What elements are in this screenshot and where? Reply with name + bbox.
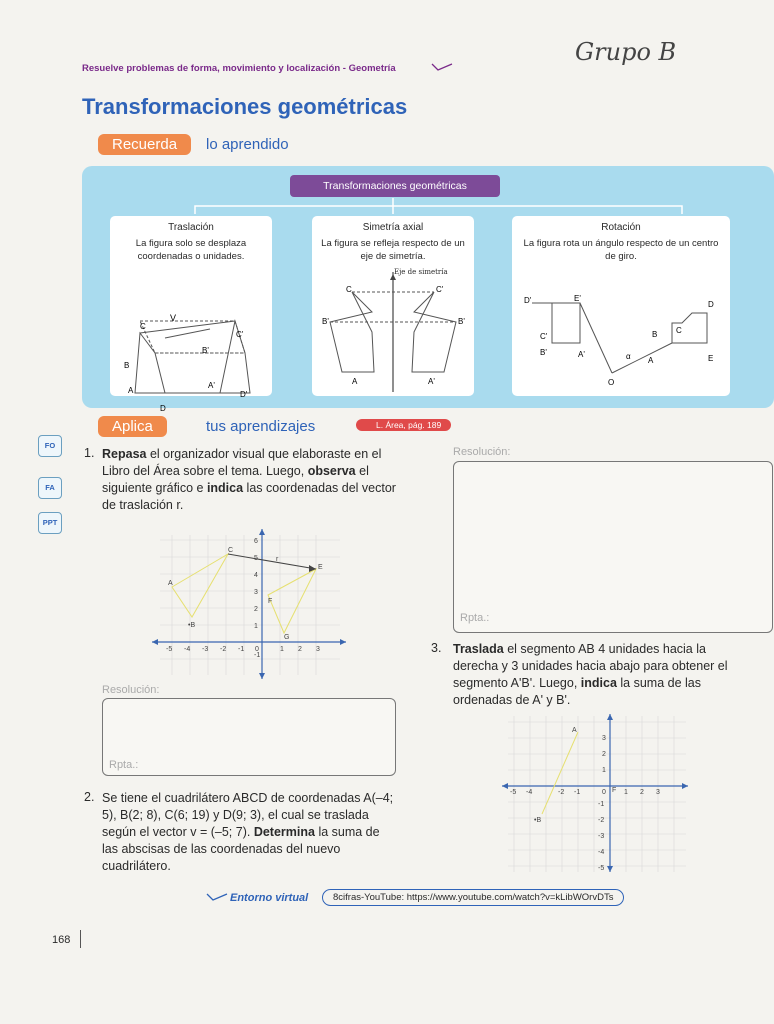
recuerda-subtitle: lo aprendido [206, 136, 289, 153]
q2-text: Se tiene el cuadrilátero ABCD de coordenadas A(–4; 5), B(2; 8), C(6; 19) y D(9; 3), el cual se trasladа según el vector v = (–5; 7). Determina la suma de las abscisas de las coordenadas del nuevo cuadrilátero. [102, 791, 394, 873]
traslacion-diagram [110, 263, 272, 413]
svg-text:A: A [168, 580, 173, 587]
arrow-mark-icon [430, 60, 454, 74]
svg-text:α: α [626, 352, 631, 361]
svg-text:-2: -2 [220, 646, 227, 653]
card-rotacion [512, 216, 730, 396]
q3-number: 3. [431, 641, 442, 655]
svg-text:B: B [652, 330, 658, 339]
aplica-subtitle: tus aprendizajes [206, 418, 316, 435]
svg-text:A: A [352, 377, 358, 386]
vector-v-label: V [170, 313, 177, 323]
svg-text:-3: -3 [202, 646, 209, 653]
svg-text:6: 6 [254, 538, 258, 545]
card-traslacion [110, 216, 272, 413]
handwritten-note: Grupo B [575, 38, 677, 66]
svg-text:-5: -5 [166, 646, 173, 653]
svg-text:C': C' [540, 332, 548, 341]
svg-text:-4: -4 [598, 849, 605, 856]
page-title: Transformaciones geométricas [82, 94, 408, 119]
axis-label: Eje de simetría [394, 268, 448, 276]
card-rotacion-desc: La figura rota un ángulo respecto de un centro de giro. [523, 238, 719, 262]
svg-text:0: 0 [255, 646, 259, 653]
svg-text:r: r [276, 556, 279, 563]
svg-text:B: B [124, 361, 130, 370]
q1-answer-box[interactable] [102, 698, 396, 776]
svg-text:-1: -1 [574, 789, 581, 796]
q2-resolucion-label: Resolución: [453, 446, 511, 458]
svg-text:C: C [346, 285, 352, 294]
card-simetria-title: Simetría axial [362, 222, 424, 233]
youtube-link[interactable]: 8cifras-YouTube: https://www.youtube.com/watch?v=kLibWOrvDTs [322, 889, 624, 906]
svg-text:0: 0 [602, 789, 606, 796]
svg-text:C: C [228, 547, 234, 554]
svg-text:-5: -5 [598, 865, 605, 872]
svg-text:D': D' [240, 390, 248, 399]
entorno-label: Entorno virtual [230, 892, 309, 904]
svg-text:A: A [128, 386, 134, 395]
svg-text:•B: •B [534, 817, 542, 824]
q2-number: 2. [84, 790, 95, 804]
svg-text:O: O [608, 378, 615, 387]
svg-text:2: 2 [298, 646, 302, 653]
svg-text:C: C [676, 326, 682, 335]
card-simetria-desc: La figura se refleja respecto de un eje de simetría. [321, 238, 465, 262]
svg-text:A: A [648, 356, 654, 365]
q2-answer-box[interactable] [453, 461, 773, 633]
organizer-title: Transformaciones geométricas [290, 175, 500, 197]
card-simetria [312, 216, 474, 396]
svg-text:1: 1 [624, 789, 628, 796]
svg-text:B': B' [202, 346, 209, 355]
recuerda-pill: Recuerda [98, 134, 191, 155]
svg-text:1: 1 [254, 623, 258, 630]
svg-text:-1: -1 [254, 652, 261, 659]
svg-text:1: 1 [602, 767, 606, 774]
svg-text:3: 3 [656, 789, 660, 796]
page-number: 168 [52, 934, 71, 946]
svg-text:-2: -2 [558, 789, 565, 796]
q1-text: Repasa el organizador visual que elaboraste en el Libro del Área sobre el tema. Luego, observa el siguiente gráfico e indica las coordenadas del vector de traslación r. [102, 447, 396, 512]
q1-resolucion-label: Resolución: [102, 684, 160, 696]
svg-text:E: E [708, 354, 714, 363]
page-divider [80, 930, 81, 948]
q3-text: Traslada el segmento AB 4 unidades hacia la derecha y 3 unidades hacia abajo para obtener el segmento A'B'. Luego, indica la suma de las ordenadas de A' y B'. [453, 642, 728, 707]
svg-text:3: 3 [316, 646, 320, 653]
q1-coordinate-graph [150, 525, 350, 681]
svg-text:C: C [140, 322, 146, 331]
rotacion-diagram [512, 263, 730, 387]
svg-text:•B: •B [188, 622, 196, 629]
svg-text:2: 2 [640, 789, 644, 796]
svg-text:4: 4 [254, 572, 258, 579]
svg-text:3: 3 [254, 589, 258, 596]
svg-text:D: D [708, 300, 714, 309]
svg-text:2: 2 [602, 751, 606, 758]
card-traslacion-desc: La figura solo se desplaza coordenadas o unidades. [135, 238, 247, 262]
card-rotacion-title: Rotación [601, 222, 641, 233]
fo-icon[interactable]: FO [38, 435, 62, 457]
q3-coordinate-graph [500, 712, 690, 874]
svg-text:A': A' [208, 381, 215, 390]
svg-text:-1: -1 [238, 646, 245, 653]
svg-text:-4: -4 [184, 646, 191, 653]
simetria-diagram [312, 272, 474, 396]
svg-text:D: D [160, 404, 166, 413]
svg-text:1: 1 [280, 646, 284, 653]
q2-rpta-label: Rpta.: [460, 612, 490, 624]
svg-text:2: 2 [254, 606, 258, 613]
svg-text:D': D' [524, 296, 532, 305]
svg-text:C': C' [436, 285, 444, 294]
aplica-pill: Aplica [98, 416, 167, 437]
svg-text:-3: -3 [598, 833, 605, 840]
svg-text:F: F [268, 598, 273, 605]
svg-text:E: E [318, 564, 323, 571]
svg-text:B': B' [322, 317, 329, 326]
svg-text:A': A' [578, 350, 585, 359]
section-header: Resuelve problemas de forma, movimiento y localización - Geometría [82, 63, 396, 74]
q1-number: 1. [84, 446, 95, 460]
svg-text:G: G [284, 634, 290, 641]
fa-icon[interactable]: FA [38, 477, 62, 499]
svg-text:-4: -4 [526, 789, 533, 796]
svg-text:A: A [572, 727, 577, 734]
ppt-icon[interactable]: PPT [38, 512, 62, 534]
entorno-arrow-icon [205, 890, 229, 904]
svg-text:C': C' [236, 330, 244, 339]
svg-text:3: 3 [602, 735, 606, 742]
svg-text:F: F [612, 787, 617, 794]
book-reference[interactable]: L. Área, pág. 189 [356, 419, 451, 431]
svg-text:B': B' [458, 317, 465, 326]
card-traslacion-title: Traslación [168, 222, 214, 233]
svg-text:-2: -2 [598, 817, 605, 824]
svg-text:-5: -5 [510, 789, 517, 796]
svg-text:-1: -1 [598, 801, 605, 808]
svg-text:5: 5 [254, 555, 258, 562]
svg-text:B': B' [540, 348, 547, 357]
svg-text:A': A' [428, 377, 435, 386]
svg-text:E': E' [574, 294, 581, 303]
q1-rpta-label: Rpta.: [109, 759, 139, 771]
